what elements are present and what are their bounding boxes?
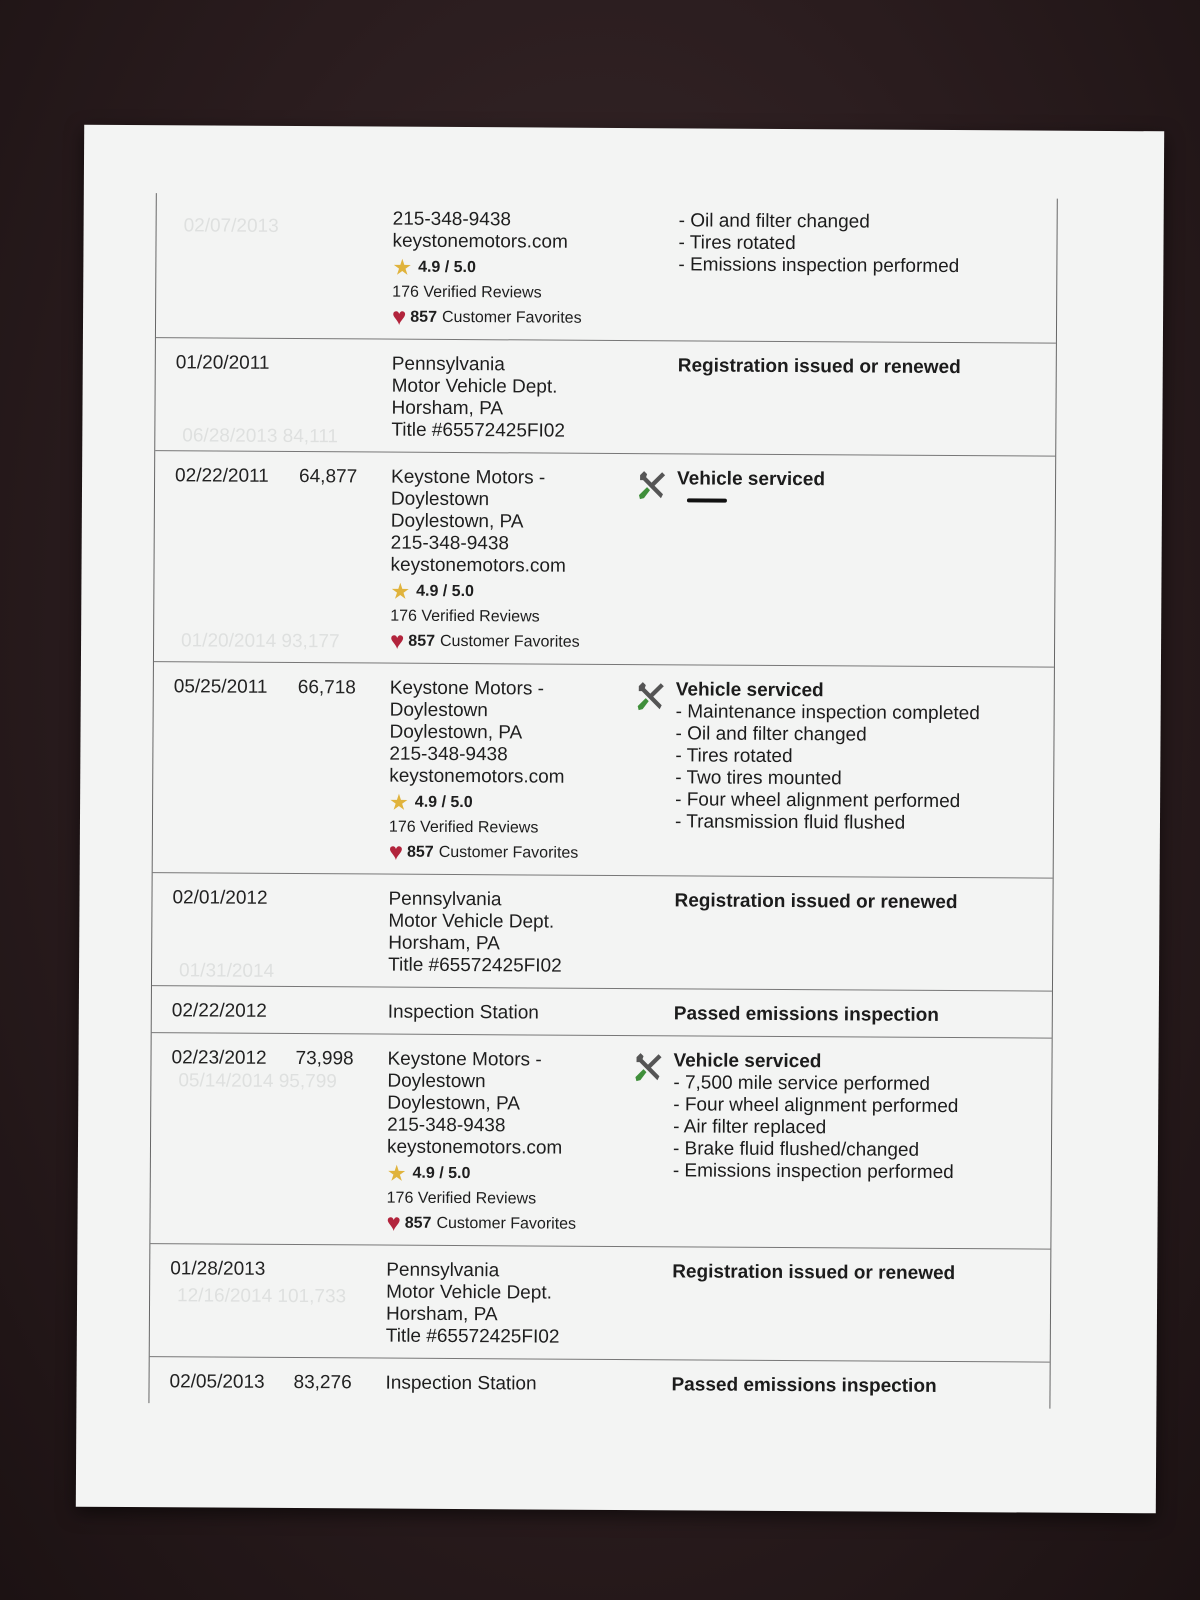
record-details: [672, 1050, 1051, 1238]
history-row: [156, 193, 1057, 343]
rating: [390, 578, 626, 604]
record-odometer: [300, 208, 393, 329]
record-icon-cell: [622, 1050, 673, 1236]
rating: [389, 789, 625, 815]
detail-item: - Oil and filter changed: [678, 210, 870, 233]
record-odometer: [294, 1259, 387, 1348]
history-row: [155, 338, 1056, 456]
record-odometer: 66,718: [297, 677, 356, 699]
history-row: [153, 662, 1054, 878]
source-line: Inspection Station: [385, 1372, 537, 1395]
source-line: Doylestown: [389, 699, 488, 722]
source-line: Motor Vehicle Dept.: [386, 1281, 552, 1304]
record-date: 02/22/2012: [171, 1000, 267, 1022]
history-row: [150, 1244, 1051, 1362]
history-row: [152, 873, 1053, 991]
source-line: Doylestown: [387, 1070, 486, 1093]
record-icon-cell: [622, 1261, 673, 1349]
source-line: keystonemotors.com: [390, 554, 566, 577]
record-odometer: 64,877: [299, 466, 358, 488]
detail-item: - Transmission fluid flushed: [674, 811, 906, 834]
favorites-label: Customer Favorites: [438, 843, 579, 862]
record-source: [392, 209, 629, 330]
wrench-screwdriver-icon: [634, 468, 669, 654]
history-row: [149, 1357, 1049, 1408]
source-line: Doylestown, PA: [387, 1092, 521, 1115]
favorites-count: 857: [404, 1214, 432, 1232]
detail-title: Vehicle serviced: [673, 1050, 822, 1073]
source-line: Doylestown: [390, 488, 490, 511]
detail-item: - Brake fluid flushed/changed: [672, 1138, 920, 1161]
favorites-label: Customer Favorites: [436, 1214, 577, 1233]
rating-value: 4.9 / 5.0: [412, 1164, 471, 1183]
record-icon-cell: [624, 890, 675, 978]
source-line: Keystone Motors -: [389, 677, 545, 700]
history-row: [150, 1033, 1051, 1249]
star-icon: ★: [390, 578, 411, 604]
record-icon-cell: [625, 679, 676, 865]
source-line: keystonemotors.com: [392, 230, 568, 253]
source-line: Horsham, PA: [388, 932, 500, 955]
source-line: Title #65572425FI02: [388, 954, 562, 977]
source-line: keystonemotors.com: [386, 1136, 563, 1159]
source-line: Motor Vehicle Dept.: [391, 375, 558, 398]
vehicle-history-table: [148, 193, 1057, 1408]
bleed-through-text: 02/07/2013: [183, 215, 279, 237]
heart-icon: ♥: [388, 838, 404, 866]
detail-item: - Two tires mounted: [675, 767, 842, 790]
star-icon: ★: [389, 789, 409, 815]
record-date: 01/20/2011: [175, 352, 270, 374]
customer-favorites: [388, 838, 625, 866]
record-date: 02/23/2012: [171, 1047, 267, 1069]
detail-title: Registration issued or renewed: [672, 1261, 956, 1285]
record-details: [678, 210, 1057, 332]
record-odometer: [299, 353, 392, 442]
source-line: Pennsylvania: [391, 353, 505, 376]
record-odometer: 73,998: [295, 1048, 354, 1070]
detail-title: Vehicle serviced: [677, 468, 826, 491]
record-icon-cell: [621, 1374, 671, 1396]
star-icon: ★: [386, 1160, 407, 1186]
record-details: [677, 355, 1056, 445]
source-line: Keystone Motors -: [391, 466, 546, 489]
detail-item: - Four wheel alignment performed: [673, 1094, 959, 1118]
favorites-count: 857: [410, 308, 438, 326]
record-source: [385, 1373, 621, 1396]
record-icon-cell: [627, 355, 678, 443]
detail-item: - Air filter replaced: [673, 1116, 827, 1139]
bleed-through-text: 06/28/2013 84,111: [182, 425, 339, 448]
record-details: [671, 1374, 1049, 1398]
rating-value: 4.9 / 5.0: [414, 793, 473, 812]
source-line: Doylestown, PA: [389, 721, 523, 744]
heart-icon: ♥: [391, 303, 407, 331]
record-details: [675, 679, 1054, 867]
record-source: [388, 1002, 624, 1025]
bleed-through-text: 01/20/2014 93,177: [181, 630, 340, 653]
detail-item: - Maintenance inspection completed: [675, 701, 980, 725]
record-date: 02/22/2011: [175, 465, 269, 487]
source-line: Doylestown, PA: [390, 510, 524, 533]
record-icon-cell: [624, 1003, 674, 1025]
verified-reviews: 176 Verified Reviews: [386, 1189, 537, 1208]
record-source: [390, 467, 627, 654]
record-details: [674, 1003, 1052, 1027]
record-source: [386, 1260, 623, 1349]
record-details: [674, 890, 1053, 980]
record-date: 02/01/2012: [172, 887, 268, 909]
source-line: Title #65572425FI02: [391, 419, 566, 442]
printed-report-page: [76, 125, 1164, 1514]
ink-mark: [687, 498, 727, 502]
verified-reviews: 176 Verified Reviews: [390, 607, 540, 626]
record-icon-cell: [626, 468, 677, 654]
record-details: [676, 468, 1055, 656]
detail-title: Vehicle serviced: [675, 679, 824, 702]
bleed-through-text: 05/14/2014 95,799: [178, 1070, 337, 1093]
source-line: Title #65572425FI02: [385, 1325, 560, 1348]
detail-item: - Four wheel alignment performed: [675, 789, 961, 813]
heart-icon: ♥: [386, 1209, 401, 1237]
history-row: [154, 451, 1055, 667]
rating-value: 4.9 / 5.0: [418, 258, 476, 277]
favorites-label: Customer Favorites: [439, 632, 580, 651]
customer-favorites: [386, 1209, 622, 1237]
detail-item: - Emissions inspection performed: [672, 1160, 954, 1184]
detail-item: - Emissions inspection performed: [678, 254, 960, 278]
source-line: 215-348-9438: [390, 532, 510, 555]
verified-reviews: 176 Verified Reviews: [388, 818, 539, 837]
rating-value: 4.9 / 5.0: [416, 582, 475, 601]
source-line: Pennsylvania: [386, 1259, 500, 1282]
detail-title: Registration issued or renewed: [677, 355, 961, 379]
source-line: 215-348-9438: [387, 1114, 506, 1137]
detail-item: - Tires rotated: [675, 745, 793, 768]
record-details: [672, 1261, 1051, 1351]
record-date: 01/28/2013: [170, 1258, 266, 1280]
detail-title: Registration issued or renewed: [674, 890, 958, 914]
detail-item: - 7,500 mile service performed: [673, 1072, 931, 1095]
history-row: [152, 986, 1052, 1038]
source-line: 215-348-9438: [392, 208, 512, 231]
record-date: [156, 207, 301, 328]
record-icon-cell: [628, 210, 679, 330]
record-source: [388, 889, 625, 978]
record-date: 02/05/2013: [169, 1371, 265, 1393]
rating: [386, 1160, 623, 1186]
heart-icon: ♥: [390, 627, 405, 655]
wrench-screwdriver-icon: [630, 1050, 665, 1236]
favorites-count: 857: [408, 632, 436, 650]
source-line: Pennsylvania: [388, 888, 502, 911]
record-odometer: 83,276: [293, 1372, 352, 1394]
detail-title: Passed emissions inspection: [673, 1003, 939, 1026]
detail-item: - Tires rotated: [678, 232, 796, 255]
bleed-through-text: 01/31/2014: [179, 960, 275, 982]
record-date: 05/25/2011: [173, 676, 268, 698]
source-line: 215-348-9438: [389, 743, 508, 766]
source-line: Horsham, PA: [385, 1303, 498, 1326]
favorites-count: 857: [406, 843, 434, 861]
source-line: Horsham, PA: [391, 397, 504, 420]
record-odometer: [296, 1001, 388, 1024]
customer-favorites: [391, 303, 628, 331]
record-source: [389, 678, 626, 865]
star-icon: ★: [392, 254, 413, 280]
source-line: Keystone Motors -: [387, 1048, 542, 1071]
favorites-label: Customer Favorites: [441, 308, 582, 327]
source-line: Motor Vehicle Dept.: [388, 910, 555, 933]
record-source: [386, 1049, 623, 1236]
wrench-screwdriver-icon: [633, 679, 668, 865]
source-line: keystonemotors.com: [389, 765, 565, 788]
source-line: Inspection Station: [387, 1001, 539, 1024]
record-source: [391, 354, 628, 443]
bleed-through-text: 12/16/2014 101,733: [177, 1285, 347, 1308]
verified-reviews: 176 Verified Reviews: [392, 283, 542, 302]
detail-title: Passed emissions inspection: [671, 1374, 937, 1397]
record-odometer: [296, 888, 389, 977]
detail-item: - Oil and filter changed: [675, 723, 867, 746]
rating: [392, 254, 628, 280]
customer-favorites: [390, 627, 626, 655]
